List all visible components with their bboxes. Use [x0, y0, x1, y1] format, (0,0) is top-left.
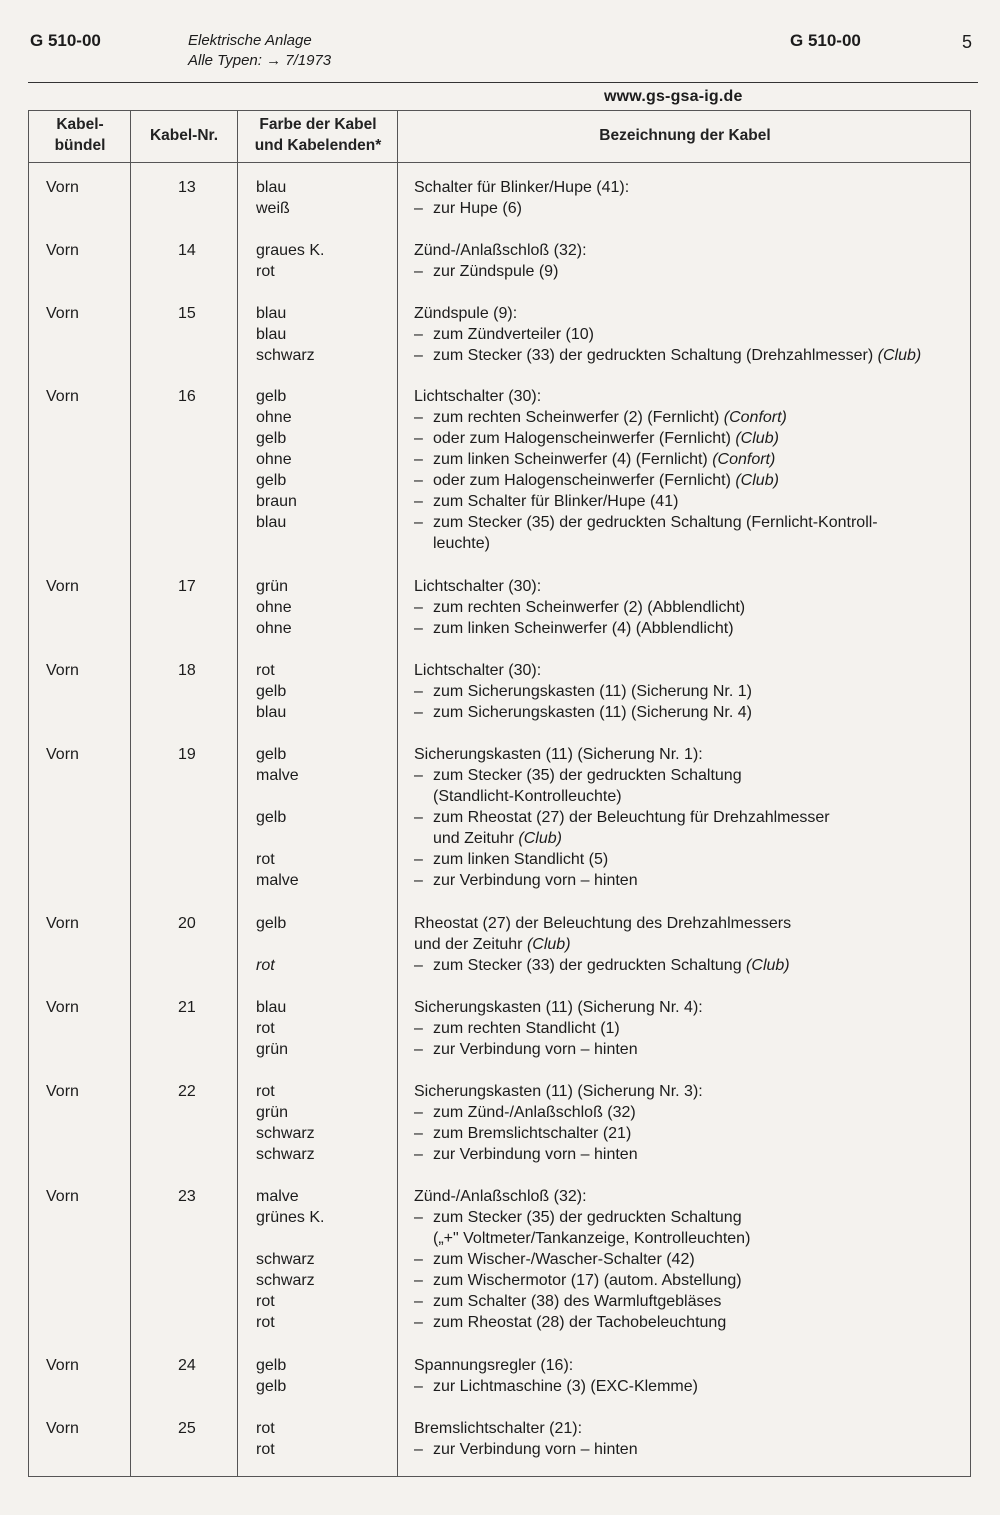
- cable-color: schwarz: [256, 1125, 315, 1142]
- description-item: – zur Verbindung vorn – hinten: [414, 1041, 638, 1058]
- description-continuation: und Zeituhr (Club): [433, 830, 562, 847]
- cable-description: [414, 576, 974, 639]
- cable-color: ohne: [256, 620, 292, 637]
- cable-color: rot: [256, 1020, 275, 1037]
- cable-description: [414, 303, 974, 366]
- description-title: Bremslichtschalter (21):: [414, 1420, 583, 1437]
- cable-number: 21: [178, 999, 196, 1016]
- cable-color: rot: [256, 1441, 275, 1458]
- cable-color: rot: [256, 1314, 275, 1331]
- cable-number: 15: [178, 305, 196, 322]
- cable-bundle: Vorn: [46, 1083, 79, 1100]
- cable-color: weiß: [256, 200, 290, 217]
- cable-color: rot: [256, 1083, 275, 1100]
- description-item: – zum rechten Standlicht (1): [414, 1020, 620, 1037]
- description-title: Spannungsregler (16):: [414, 1357, 574, 1374]
- description-item: – zum Stecker (35) der gedruckten Schaltung: [414, 767, 742, 784]
- description-item: – zur Verbindung vorn – hinten: [414, 1146, 638, 1163]
- column-header-bundle: Kabel- bündel: [54, 116, 106, 154]
- description-title: Zünd-/Anlaßschloß (32):: [414, 242, 587, 259]
- cable-bundle: Vorn: [46, 1420, 79, 1437]
- cable-color: malve: [256, 1188, 299, 1205]
- cable-color: [256, 828, 299, 849]
- description-item: – zur Zündspule (9): [414, 263, 559, 280]
- cable-color: grün: [256, 1104, 289, 1121]
- description-item: – zum Stecker (33) der gedruckten Schaltung (Club): [414, 957, 790, 974]
- cable-color: rot: [256, 263, 275, 280]
- column-header-cable-description: Bezeichnung der Kabel: [599, 127, 771, 144]
- table-header-divider: [28, 162, 971, 163]
- description-continuation: leuchte): [433, 535, 490, 552]
- cable-number: 19: [178, 746, 196, 763]
- description-title: Lichtschalter (30):: [414, 578, 542, 595]
- page-number: 5: [962, 32, 973, 52]
- description-title: Lichtschalter (30):: [414, 388, 542, 405]
- description-item: – zum Schalter für Blinker/Hupe (41): [414, 493, 679, 510]
- cable-bundle: Vorn: [46, 1188, 79, 1205]
- cable-colors: [256, 303, 315, 366]
- description-item: – zum Zündverteiler (10): [414, 326, 594, 343]
- cable-color: gelb: [256, 746, 287, 763]
- cable-colors: [256, 997, 288, 1060]
- cable-number: 13: [178, 179, 196, 196]
- description-continuation: (Standlicht-Kontrolleuchte): [433, 788, 622, 805]
- cable-number: 23: [178, 1188, 196, 1205]
- description-item: – zum rechten Scheinwerfer (2) (Fernlicht) (Confort): [414, 409, 787, 426]
- cable-color: malve: [256, 767, 299, 784]
- cable-bundle: Vorn: [46, 388, 79, 405]
- cable-color: ohne: [256, 451, 292, 468]
- cable-colors: [256, 576, 292, 639]
- description-item: – zum Rheostat (27) der Beleuchtung für Drehzahlmesser: [414, 809, 830, 826]
- cable-color: gelb: [256, 683, 287, 700]
- cable-description: [414, 997, 974, 1060]
- description-item: – zur Verbindung vorn – hinten: [414, 872, 638, 889]
- cable-color: ohne: [256, 599, 292, 616]
- website-watermark: www.gs-gsa-ig.de: [604, 88, 743, 105]
- cable-color: grün: [256, 578, 289, 595]
- description-title: Sicherungskasten (11) (Sicherung Nr. 4):: [414, 999, 703, 1016]
- cable-color: braun: [256, 493, 297, 510]
- cable-color: gelb: [256, 1357, 287, 1374]
- column-header-cable-number: Kabel-Nr.: [149, 127, 219, 144]
- description-item: – zum Wischermotor (17) (autom. Abstellung): [414, 1272, 742, 1289]
- description-title: und der Zeituhr (Club): [414, 936, 571, 953]
- cable-description: [414, 1081, 974, 1165]
- cable-color: grünes K.: [256, 1209, 325, 1226]
- cable-color: blau: [256, 305, 287, 322]
- cable-description: [414, 1418, 974, 1460]
- description-item: – zum Stecker (33) der gedruckten Schaltung (Drehzahlmesser) (Club): [414, 347, 922, 364]
- cable-description: [414, 660, 974, 723]
- cable-colors: [256, 744, 299, 891]
- description-continuation: („+" Voltmeter/Tankanzeige, Kontrolleuchten): [433, 1230, 751, 1247]
- cable-color: schwarz: [256, 1251, 315, 1268]
- description-item: – zum linken Standlicht (5): [414, 851, 609, 868]
- cable-number: 25: [178, 1420, 196, 1437]
- cable-description: [414, 1355, 974, 1397]
- description-item: – zum linken Scheinwerfer (4) (Abblendlicht): [414, 620, 734, 637]
- description-item: – zum Rheostat (28) der Tachobeleuchtung: [414, 1314, 727, 1331]
- cable-description: [414, 240, 974, 282]
- description-item: – zum Schalter (38) des Warmluftgebläses: [414, 1293, 722, 1310]
- cable-color: [256, 1228, 324, 1249]
- cable-color: blau: [256, 704, 287, 721]
- document-code-left: G 510-00: [30, 31, 101, 50]
- cable-colors: [256, 1081, 315, 1165]
- cable-colors: [256, 1355, 286, 1397]
- cable-color: blau: [256, 999, 287, 1016]
- description-title: Zünd-/Anlaßschloß (32):: [414, 1188, 587, 1205]
- description-item: – zum rechten Scheinwerfer (2) (Abblendlicht): [414, 599, 746, 616]
- cable-color: rot: [256, 957, 275, 974]
- description-item: – zum linken Scheinwerfer (4) (Fernlicht) (Confort): [414, 451, 776, 468]
- cable-color: schwarz: [256, 1146, 315, 1163]
- cable-colors: [256, 1186, 324, 1333]
- cable-color: rot: [256, 851, 275, 868]
- description-item: – oder zum Halogenscheinwerfer (Fernlicht) (Club): [414, 472, 779, 489]
- cable-colors: [256, 660, 286, 723]
- cable-color: graues K.: [256, 242, 325, 259]
- cable-number: 22: [178, 1083, 196, 1100]
- cable-number: 14: [178, 242, 196, 259]
- description-title: Schalter für Blinker/Hupe (41):: [414, 179, 630, 196]
- column-divider-3: [397, 110, 398, 1476]
- description-title: Zündspule (9):: [414, 305, 518, 322]
- subtitle-line-2: Alle Typen: → 7/1973: [188, 52, 332, 69]
- cable-bundle: Vorn: [46, 662, 79, 679]
- cable-bundle: Vorn: [46, 578, 79, 595]
- document-code-right: G 510-00: [790, 31, 861, 50]
- cable-number: 20: [178, 915, 196, 932]
- description-item: – zur Verbindung vorn – hinten: [414, 1441, 638, 1458]
- cable-colors: [256, 240, 324, 282]
- cable-colors: [256, 177, 290, 219]
- subtitle-line-1: Elektrische Anlage: [188, 32, 312, 49]
- description-item: – zum Sicherungskasten (11) (Sicherung Nr. 4): [414, 704, 752, 721]
- cable-color: [256, 934, 286, 955]
- cable-color: gelb: [256, 1378, 287, 1395]
- cable-bundle: Vorn: [46, 242, 79, 259]
- description-item: – zur Hupe (6): [414, 200, 522, 217]
- cable-number: 16: [178, 388, 196, 405]
- description-item: – zum Zünd-/Anlaßschloß (32): [414, 1104, 636, 1121]
- cable-number: 17: [178, 578, 196, 595]
- cable-colors: [256, 913, 286, 976]
- cable-colors: [256, 1418, 275, 1460]
- cable-color: schwarz: [256, 1272, 315, 1289]
- cable-color: gelb: [256, 388, 287, 405]
- cable-color: schwarz: [256, 347, 315, 364]
- cable-bundle: Vorn: [46, 999, 79, 1016]
- cable-bundle: Vorn: [46, 915, 79, 932]
- cable-description: [414, 1186, 974, 1333]
- cable-color: [256, 786, 299, 807]
- description-item: – zum Wischer-/Wascher-Schalter (42): [414, 1251, 695, 1268]
- cable-bundle: Vorn: [46, 305, 79, 322]
- description-item: – zum Bremslichtschalter (21): [414, 1125, 632, 1142]
- cable-color: blau: [256, 326, 287, 343]
- cable-color: rot: [256, 1293, 275, 1310]
- cable-color: rot: [256, 1420, 275, 1437]
- cable-color: blau: [256, 514, 287, 531]
- cable-color: ohne: [256, 409, 292, 426]
- cable-bundle: Vorn: [46, 1357, 79, 1374]
- cable-bundle: Vorn: [46, 746, 79, 763]
- cable-color: grün: [256, 1041, 289, 1058]
- cable-description: [414, 177, 974, 219]
- cable-description: [414, 913, 974, 976]
- description-item: – zum Sicherungskasten (11) (Sicherung Nr. 1): [414, 683, 752, 700]
- cable-color: gelb: [256, 430, 287, 447]
- description-title: Sicherungskasten (11) (Sicherung Nr. 3):: [414, 1083, 703, 1100]
- description-item: – zur Lichtmaschine (3) (EXC-Klemme): [414, 1378, 698, 1395]
- cable-color: malve: [256, 872, 299, 889]
- column-header-cable-color: Farbe der Kabel und Kabelenden*: [254, 116, 382, 154]
- cable-number: 18: [178, 662, 196, 679]
- column-divider-1: [130, 110, 131, 1476]
- header-divider: [28, 82, 978, 83]
- description-item: – oder zum Halogenscheinwerfer (Fernlicht) (Club): [414, 430, 779, 447]
- header-subtitle: [188, 31, 331, 71]
- cable-color: gelb: [256, 472, 287, 489]
- description-title: Rheostat (27) der Beleuchtung des Drehzahlmessers: [414, 915, 792, 932]
- description-title: Lichtschalter (30):: [414, 662, 542, 679]
- cable-color: rot: [256, 662, 275, 679]
- cable-description: [414, 744, 974, 891]
- cable-color: gelb: [256, 809, 287, 826]
- description-item: – zum Stecker (35) der gedruckten Schaltung (Fernlicht-Kontroll-: [414, 514, 878, 531]
- cable-color: gelb: [256, 915, 287, 932]
- description-title: Sicherungskasten (11) (Sicherung Nr. 1):: [414, 746, 703, 763]
- column-divider-2: [237, 110, 238, 1476]
- cable-description: [414, 386, 974, 554]
- cable-bundle: Vorn: [46, 179, 79, 196]
- cable-number: 24: [178, 1357, 196, 1374]
- cable-colors: [256, 386, 297, 533]
- description-item: – zum Stecker (35) der gedruckten Schaltung: [414, 1209, 742, 1226]
- cable-color: blau: [256, 179, 287, 196]
